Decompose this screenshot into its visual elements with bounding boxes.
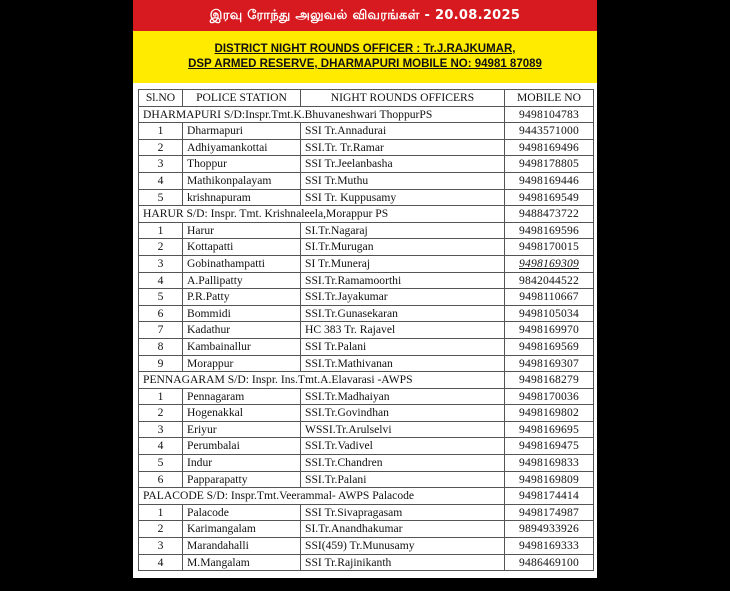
serial-number: 6 <box>139 471 183 488</box>
mobile-number: 9498169309 <box>505 255 594 272</box>
police-station: M.Mangalam <box>183 554 301 571</box>
mobile-number: 9498169307 <box>505 355 594 372</box>
police-station: Gobinathampatti <box>183 255 301 272</box>
officer-name: SSI Tr.Sivapragasam <box>301 504 505 521</box>
officer-name: SSI.Tr. Tr.Ramar <box>301 139 505 156</box>
serial-number: 2 <box>139 521 183 538</box>
police-station: Mathikonpalayam <box>183 172 301 189</box>
page-title-banner <box>133 0 597 31</box>
table-row <box>139 222 594 239</box>
table-row <box>139 455 594 472</box>
subdivision-heading: PALACODE S/D: Inspr.Tmt.Veerammal- AWPS Palacode <box>139 488 505 505</box>
table-row <box>139 322 594 339</box>
subdivision-heading: HARUR S/D: Inspr. Tmt. Krishnaleela,Morappur PS <box>139 206 505 223</box>
mobile-number: 9443571000 <box>505 123 594 140</box>
police-station: Kadathur <box>183 322 301 339</box>
officer-name: SSI Tr. Kuppusamy <box>301 189 505 206</box>
mobile-number: 9498178805 <box>505 156 594 173</box>
officer-name: SSI.Tr.Gunasekaran <box>301 305 505 322</box>
table-row <box>139 538 594 555</box>
police-station: A.Pallipatty <box>183 272 301 289</box>
police-station: Kambainallur <box>183 338 301 355</box>
mobile-number: 9498170015 <box>505 239 594 256</box>
serial-number: 7 <box>139 322 183 339</box>
table-row <box>139 156 594 173</box>
table-row <box>139 471 594 488</box>
mobile-number: 9498168279 <box>505 372 594 389</box>
mobile-number: 9498110667 <box>505 289 594 306</box>
mobile-number: 9498169569 <box>505 338 594 355</box>
mobile-number: 9498169970 <box>505 322 594 339</box>
officer-name: SI.Tr.Nagaraj <box>301 222 505 239</box>
serial-number: 3 <box>139 156 183 173</box>
mobile-number: 9498170036 <box>505 388 594 405</box>
officer-name: SSI(459) Tr.Munusamy <box>301 538 505 555</box>
table-row <box>139 239 594 256</box>
header-police-station: POLICE STATION <box>183 90 301 107</box>
table-row <box>139 521 594 538</box>
table-row <box>139 289 594 306</box>
serial-number: 3 <box>139 255 183 272</box>
officer-name: SI.Tr.Anandhakumar <box>301 521 505 538</box>
district-officer-line-2: DSP ARMED RESERVE, DHARMAPURI MOBILE NO: 94981 87089 <box>188 58 542 70</box>
table-body <box>139 106 594 571</box>
table-row <box>139 272 594 289</box>
mobile-number: 9498169802 <box>505 405 594 422</box>
district-officer-box <box>133 31 597 83</box>
officer-name: SI.Tr.Murugan <box>301 239 505 256</box>
police-station: Hogenakkal <box>183 405 301 422</box>
police-station: Papparapatty <box>183 471 301 488</box>
subdivision-row <box>139 106 594 123</box>
table-row <box>139 123 594 140</box>
police-station: krishnapuram <box>183 189 301 206</box>
officer-name: SSI Tr.Annadurai <box>301 123 505 140</box>
mobile-number: 9842044522 <box>505 272 594 289</box>
serial-number: 9 <box>139 355 183 372</box>
serial-number: 1 <box>139 222 183 239</box>
serial-number: 1 <box>139 388 183 405</box>
subdivision-row <box>139 372 594 389</box>
table-row <box>139 554 594 571</box>
table-header-row <box>139 90 594 107</box>
serial-number: 1 <box>139 123 183 140</box>
police-station: Karimangalam <box>183 521 301 538</box>
district-officer-line-1: DISTRICT NIGHT ROUNDS OFFICER : Tr.J.RAJKUMAR, <box>214 43 516 55</box>
table-row <box>139 355 594 372</box>
serial-number: 4 <box>139 438 183 455</box>
police-station: Pennagaram <box>183 388 301 405</box>
serial-number: 4 <box>139 272 183 289</box>
page-title: இரவு ரோந்து அலுவல் விவரங்கள் - 20.08.2025 <box>209 7 521 23</box>
serial-number: 4 <box>139 554 183 571</box>
mobile-number: 9498174987 <box>505 504 594 521</box>
header-sl-no: Sl.NO <box>139 90 183 107</box>
police-station: Marandahalli <box>183 538 301 555</box>
mobile-number: 9498169475 <box>505 438 594 455</box>
officer-name: SSI.Tr.Jayakumar <box>301 289 505 306</box>
table-row <box>139 504 594 521</box>
mobile-number: 9894933926 <box>505 521 594 538</box>
mobile-number: 9498169496 <box>505 139 594 156</box>
police-station: Adhiyamankottai <box>183 139 301 156</box>
table-row <box>139 255 594 272</box>
police-station: P.R.Patty <box>183 289 301 306</box>
mobile-number: 9498169446 <box>505 172 594 189</box>
table-row <box>139 405 594 422</box>
officer-name: SSI.Tr.Vadivel <box>301 438 505 455</box>
mobile-number: 9498169809 <box>505 471 594 488</box>
mobile-number: 9498169549 <box>505 189 594 206</box>
police-station: Kottapatti <box>183 239 301 256</box>
serial-number: 1 <box>139 504 183 521</box>
police-station: Bommidi <box>183 305 301 322</box>
police-station: Morappur <box>183 355 301 372</box>
police-station: Indur <box>183 455 301 472</box>
officer-name: SSI.Tr.Govindhan <box>301 405 505 422</box>
header-night-rounds-officers: NIGHT ROUNDS OFFICERS <box>301 90 505 107</box>
table-row <box>139 189 594 206</box>
table-row <box>139 338 594 355</box>
serial-number: 8 <box>139 338 183 355</box>
table-row <box>139 388 594 405</box>
serial-number: 4 <box>139 172 183 189</box>
table-row <box>139 172 594 189</box>
mobile-number: 9488473722 <box>505 206 594 223</box>
officer-name: WSSI.Tr.Arulselvi <box>301 421 505 438</box>
officer-name: HC 383 Tr. Rajavel <box>301 322 505 339</box>
police-station: Eriyur <box>183 421 301 438</box>
subdivision-heading: DHARMAPURI S/D:Inspr.Tmt.K.Bhuvaneshwari ThoppurPS <box>139 106 505 123</box>
mobile-number: 9498174414 <box>505 488 594 505</box>
document-page <box>133 0 597 578</box>
serial-number: 3 <box>139 538 183 555</box>
table-row <box>139 305 594 322</box>
subdivision-row <box>139 488 594 505</box>
mobile-number: 9498169333 <box>505 538 594 555</box>
serial-number: 5 <box>139 455 183 472</box>
officer-name: SSI.Tr.Madhaiyan <box>301 388 505 405</box>
police-station: Palacode <box>183 504 301 521</box>
table-row <box>139 438 594 455</box>
mobile-number: 9498169833 <box>505 455 594 472</box>
table-row <box>139 421 594 438</box>
subdivision-row <box>139 206 594 223</box>
officer-name: SSI Tr.Palani <box>301 338 505 355</box>
officer-name: SSI.Tr.Palani <box>301 471 505 488</box>
officer-name: SSI Tr.Jeelanbasha <box>301 156 505 173</box>
mobile-number: 9498169695 <box>505 421 594 438</box>
officer-name: SSI.Tr.Ramamoorthi <box>301 272 505 289</box>
officer-name: SSI.Tr.Mathivanan <box>301 355 505 372</box>
serial-number: 2 <box>139 405 183 422</box>
subdivision-heading: PENNAGARAM S/D: Inspr. Ins.Tmt.A.Elavarasi -AWPS <box>139 372 505 389</box>
serial-number: 5 <box>139 289 183 306</box>
serial-number: 2 <box>139 139 183 156</box>
officer-name: SSI Tr.Rajinikanth <box>301 554 505 571</box>
police-station: Thoppur <box>183 156 301 173</box>
header-mobile-no: MOBILE NO <box>505 90 594 107</box>
mobile-number: 9498105034 <box>505 305 594 322</box>
serial-number: 2 <box>139 239 183 256</box>
officer-name: SI Tr.Muneraj <box>301 255 505 272</box>
officer-name: SSI.Tr.Chandren <box>301 455 505 472</box>
serial-number: 6 <box>139 305 183 322</box>
police-station: Perumbalai <box>183 438 301 455</box>
serial-number: 5 <box>139 189 183 206</box>
mobile-number: 9498104783 <box>505 106 594 123</box>
mobile-number: 9486469100 <box>505 554 594 571</box>
officer-name: SSI Tr.Muthu <box>301 172 505 189</box>
serial-number: 3 <box>139 421 183 438</box>
night-rounds-table <box>138 89 594 571</box>
table-row <box>139 139 594 156</box>
police-station: Harur <box>183 222 301 239</box>
mobile-number: 9498169596 <box>505 222 594 239</box>
police-station: Dharmapuri <box>183 123 301 140</box>
